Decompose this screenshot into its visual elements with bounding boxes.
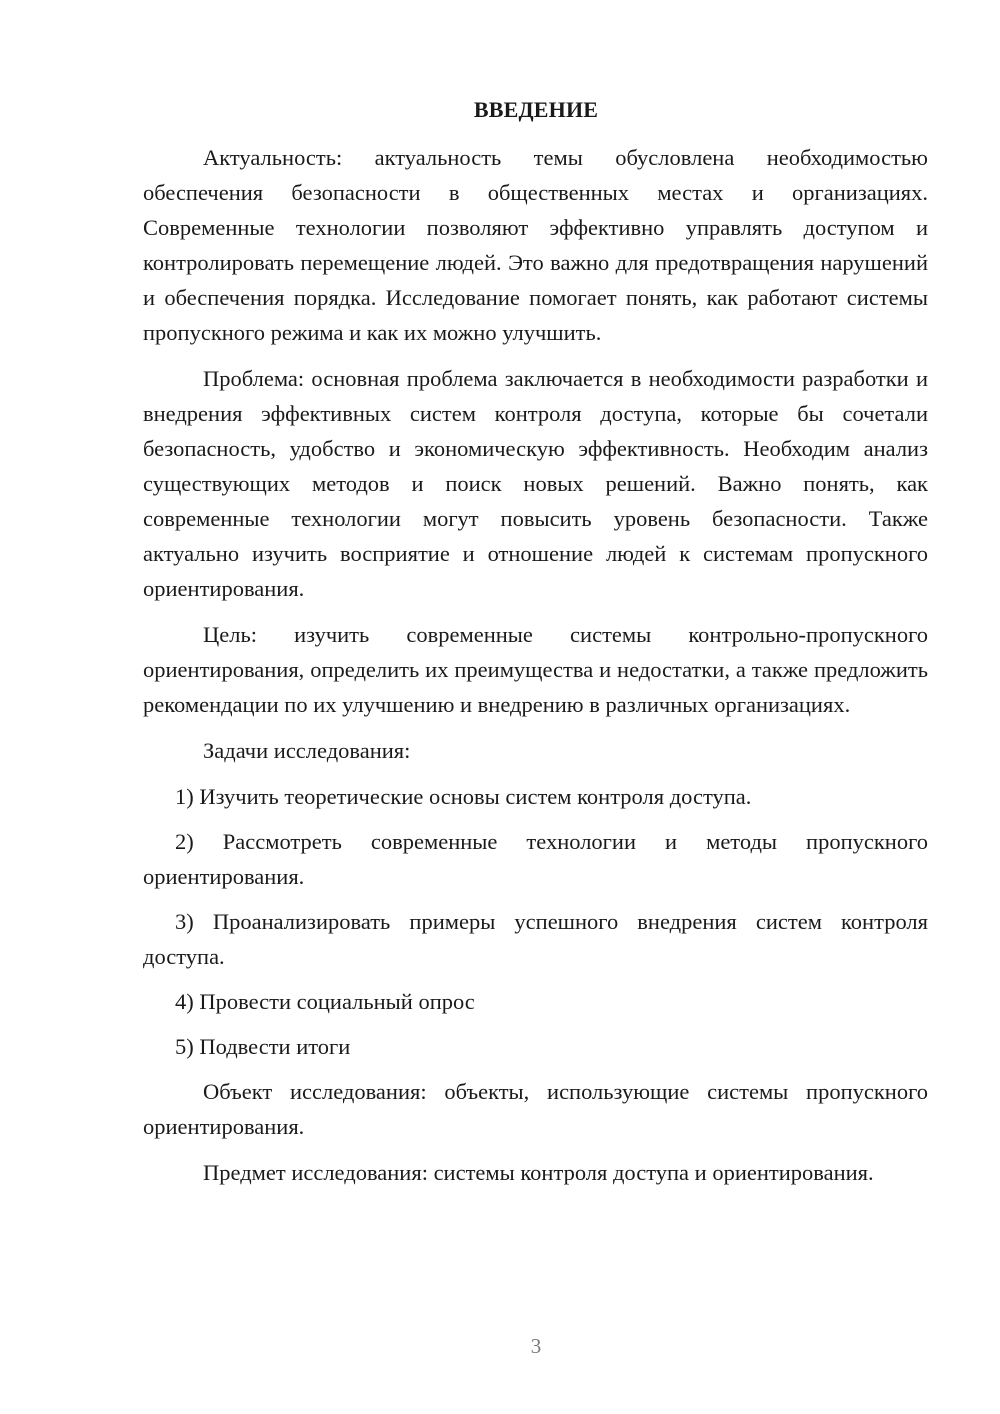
paragraph-goal: Цель: изучить современные системы контрольно-пропускного ориентирования, определить их преимущества и недостатки, а также предложить рекомендации по их улучшению и внедрению в различных организациях. <box>143 622 928 717</box>
page-title: ВВЕДЕНИЕ <box>473 97 599 122</box>
paragraph-subject: Предмет исследования: системы контроля доступа и ориентирования. <box>203 1160 874 1185</box>
list-item: 5) Подвести итоги <box>175 1034 351 1059</box>
document-body <box>143 140 928 1201</box>
list-item: 3) Проанализировать примеры успешного внедрения систем контроля доступа. <box>143 909 928 969</box>
paragraph-relevance: Актуальность: актуальность темы обусловлена необходимостью обеспечения безопасности в общественных местах и организациях. Современные технологии позволяют эффективно управлять доступом и контролировать перемещение людей. Это важно для предотвращения нарушений и обеспечения порядка. Исследование помогает понять, как работают системы пропускного режима и как их можно улучшить. <box>143 145 928 345</box>
paragraph-tasks-heading: Задачи исследования: <box>203 738 411 763</box>
page-number: 3 <box>530 1334 542 1358</box>
paragraph-object: Объект исследования: объекты, использующие системы пропускного ориентирования. <box>143 1079 928 1139</box>
list-item: 2) Рассмотреть современные технологии и методы пропускного ориентирования. <box>143 829 928 889</box>
list-item: 4) Провести социальный опрос <box>175 989 475 1014</box>
paragraph-problem: Проблема: основная проблема заключается в необходимости разработки и внедрения эффективных систем контроля доступа, которые бы сочетали безопасность, удобство и экономическую эффективность. Необходим анализ существующих методов и поиск новых решений. Важно понять, как современные технологии могут повысить уровень безопасности. Также актуально изучить восприятие и отношение людей к системам пропускного ориентирования. <box>143 366 928 601</box>
list-item: 1) Изучить теоретические основы систем контроля доступа. <box>175 784 752 809</box>
